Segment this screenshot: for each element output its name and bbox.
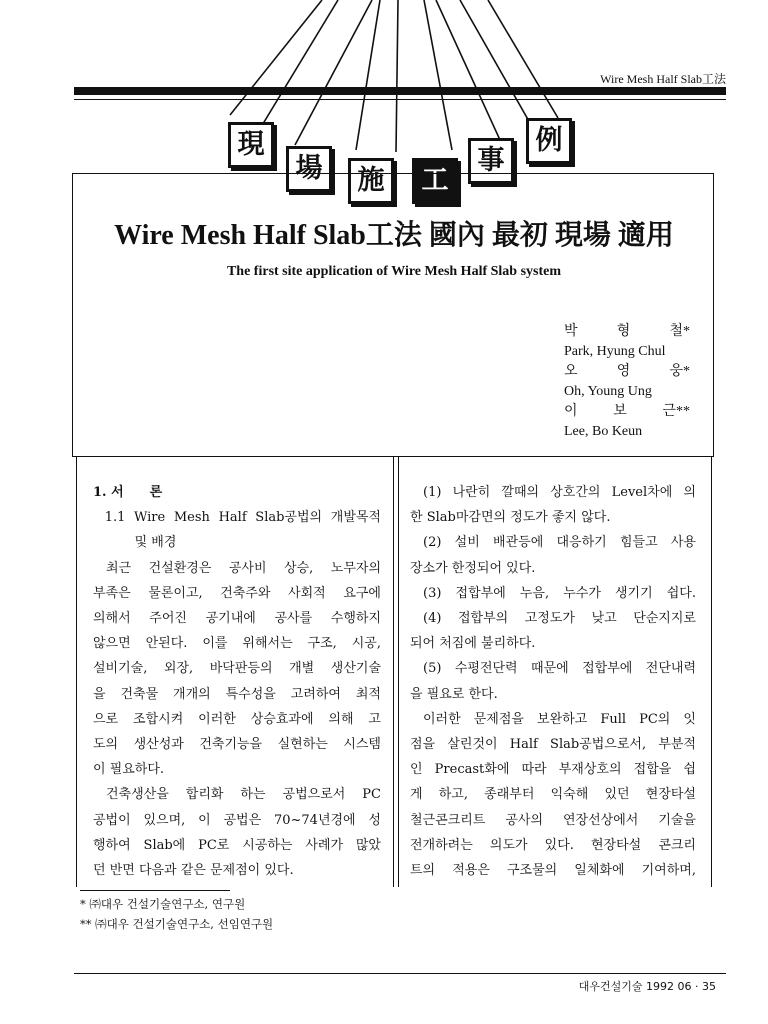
item-line: (5) 수평전단력 때문에 접합부에 전단내력 (423, 661, 696, 677)
paragraph-line: 이러한 문제점을 보완하고 Full PC의 잇 (423, 711, 696, 727)
right-column (410, 480, 696, 883)
paragraph1-line: 을 건축물 개개의 특수성을 고려하여 최적 (93, 686, 381, 702)
item-line: (2) 설비 배관등에 대응하기 힘들고 사용 (423, 535, 696, 551)
paragraph1-line: 의해서 주어진 공기내에 공사를 수행하지 (93, 611, 381, 627)
paragraph1-line: 부족은 물론이고, 건축주와 사회적 요구에 (93, 585, 381, 601)
item-line: (4) 접합부의 고정도가 낮고 단순지지로 (423, 611, 696, 627)
paragraph1-line: 않으면 안된다. 이를 위해서는 구조, 시공, (93, 636, 381, 652)
banner-char-4: 工 (412, 158, 458, 204)
footnote-2: ** ㈜대우 건설기술연구소, 선임연구원 (80, 917, 274, 931)
item-line: 한 Slab마감면의 정도가 좋지 않다. (410, 510, 611, 526)
paragraph2-line: 던 반면 다음과 같은 문제점이 있다. (93, 863, 294, 879)
item-line: (3) 접합부에 누음, 누수가 생기기 쉽다. (423, 585, 696, 601)
item-line: 장소가 한정되어 있다. (410, 560, 536, 576)
footer-rule (74, 973, 726, 974)
author-block (564, 322, 694, 442)
paragraph-line: 점을 살린것이 Half Slab공법으로서, 부분적 (410, 737, 696, 753)
paragraph-line: 게 하고, 종래부터 익숙해 있던 현장타설 (410, 787, 696, 803)
author-2-korean: 오 영 웅* (564, 364, 690, 379)
paragraph-line: 트의 적용은 구조물의 일체화에 기여하며, (410, 863, 696, 879)
article-title: Wire Mesh Half Slab工法 國內 最初 現場 適用 (114, 220, 674, 251)
banner-char-1: 現 (228, 122, 274, 168)
paragraph-line: 인 Precast화에 따라 부재상호의 접합을 쉽 (410, 762, 696, 778)
column-rule-left-outer (76, 457, 77, 887)
banner-char-6: 例 (526, 118, 572, 164)
author-3-english: Lee, Bo Keun (564, 424, 643, 439)
header-rule-thin (74, 99, 726, 100)
paragraph2-line: 행하여 Slab에 PC로 시공하는 사례가 많았 (93, 837, 381, 853)
column-rule-right-outer (711, 457, 712, 887)
banner-char-5: 事 (468, 138, 514, 184)
subsection-heading-line2: 및 배경 (134, 535, 177, 551)
running-title: Wire Mesh Half Slab工法 (600, 72, 726, 86)
author-2-english: Oh, Young Ung (564, 384, 652, 399)
banner-char-3: 施 (348, 158, 394, 204)
footnote-1: * ㈜대우 건설기술연구소, 연구원 (80, 897, 246, 911)
banner-char-2: 場 (286, 146, 332, 192)
paragraph1-line: 이 필요하다. (93, 762, 165, 778)
paragraph1-line: 으로 조합시켜 이러한 상승효과에 의해 고 (93, 711, 381, 727)
page-footer: 대우건설기술 1992 06 · 35 (578, 980, 716, 993)
left-column (93, 480, 381, 883)
header-rule-thick (74, 87, 726, 95)
author-1-korean: 박 형 철* (564, 324, 690, 339)
column-rule-center-b (398, 457, 399, 887)
author-3-korean: 이 보 근** (564, 404, 690, 419)
column-rule-center-a (393, 457, 394, 887)
paragraph-line: 전개하려는 의도가 있다. 현장타설 콘크리 (410, 837, 696, 853)
article-subtitle: The first site application of Wire Mesh Half Slab system (226, 264, 562, 279)
paragraph1-line: 최근 건설환경은 공사비 상승, 노무자의 (106, 560, 381, 576)
item-line: (1) 나란히 깔때의 상호간의 Level차에 의 (423, 485, 696, 500)
subsection-heading-line1: 1.1 Wire Mesh Half Slab공법의 개발목적 (104, 510, 381, 526)
item-line: 되어 처짐에 불리하다. (410, 636, 536, 652)
paragraph1-line: 도의 생산성과 건축기능을 실현하는 시스템 (93, 737, 381, 753)
paragraph-line: 철근콘크리트 공사의 연장선상에서 기술을 (410, 812, 696, 828)
item-line: 을 필요로 한다. (410, 686, 498, 702)
paragraph1-line: 설비기술, 외장, 바닥판등의 개별 생산기술 (93, 661, 381, 677)
author-1-english: Park, Hyung Chul (564, 344, 666, 359)
paragraph2-line: 건축생산을 합리화 하는 공법으로서 PC (106, 787, 381, 803)
section-heading: 1. 서 론 (93, 485, 163, 500)
paragraph2-line: 공법이 있으며, 이 공법은 70~74년경에 성 (93, 812, 381, 828)
footnote-rule (80, 890, 230, 891)
